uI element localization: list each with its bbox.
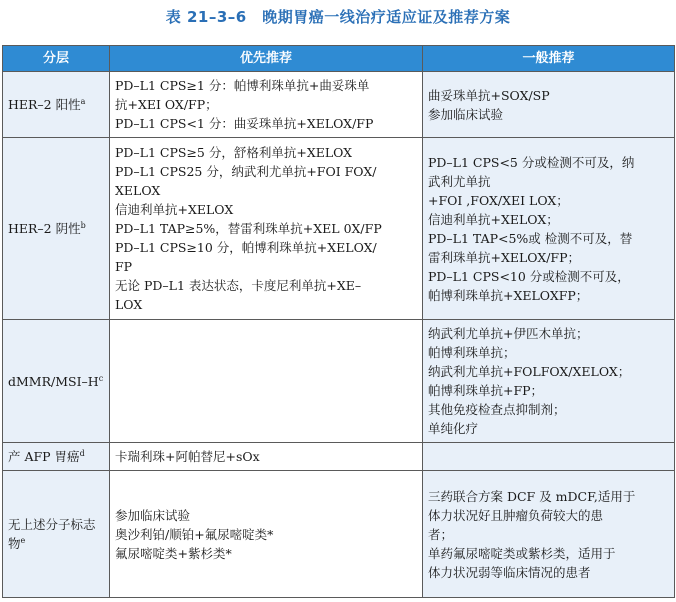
general-line: 参加临床试验 (428, 106, 504, 122)
preferred-line: PD–L1 CPS<1 分：曲妥珠单抗+XELOX/FP (115, 116, 374, 131)
table-row (3, 471, 675, 598)
layer-label: dMMR/MSI–H (8, 373, 99, 389)
recommendation-table (2, 45, 675, 598)
general-line: +FOI ,FOX/XEI LOX； (428, 192, 569, 208)
general-cell (423, 72, 675, 138)
general-line: 体力状况弱等临床情况的患者 (428, 564, 591, 580)
header-general: 一般推荐 (423, 46, 675, 72)
preferred-line: XELOX (115, 183, 161, 198)
preferred-line: PD–L1 CPS≥5 分，舒格利单抗+XELOX (115, 145, 353, 160)
general-line: PD–L1 CPS<10 分或检测不可及， (428, 268, 630, 284)
table-row (3, 72, 675, 138)
header-row (3, 46, 675, 72)
preferred-cell (110, 72, 423, 138)
table-row (3, 138, 675, 320)
preferred-line: PD–L1 CPS25 分，纳武利尤单抗+FOI FOX/ (115, 164, 377, 179)
general-line: 单纯化疗 (428, 421, 479, 436)
footnote-marker: a (80, 96, 86, 106)
general-line: 曲妥珠单抗+SOX/SP (428, 87, 550, 103)
footnote-marker: e (20, 535, 26, 545)
general-line: 帕博利珠单抗+FP； (428, 383, 544, 398)
general-cell (423, 138, 675, 320)
layer-cell (3, 443, 110, 471)
general-cell (423, 443, 675, 471)
general-line: 帕博利珠单抗+XELOXFP； (428, 287, 589, 303)
preferred-line: 奥沙利铂/顺铂+氟尿嘧啶类* (115, 526, 274, 542)
general-cell (423, 320, 675, 443)
preferred-line: PD–L1 CPS≥10 分，帕博利珠单抗+XELOX/ (115, 240, 377, 255)
general-line: 纳武利尤单抗+伊匹木单抗； (428, 326, 589, 341)
preferred-line: 抗+XEI OX/FP； (115, 97, 218, 112)
preferred-cell (110, 471, 423, 598)
table-caption: 表 21–3–6 晚期胃癌一线治疗适应证及推荐方案 (165, 8, 511, 26)
layer-cell (3, 138, 110, 320)
preferred-cell (110, 443, 423, 471)
preferred-line: 参加临床试验 (115, 507, 191, 523)
general-line: 单药氟尿嘧啶类或紫杉类，适用于 (428, 545, 616, 561)
preferred-cell (110, 138, 423, 320)
preferred-line: 无论 PD–L1 表达状态，卡度尼利单抗+XE– (115, 278, 362, 293)
footnote-marker: d (79, 448, 85, 458)
general-line: 体力状况好且肿瘤负荷较大的患 (428, 507, 604, 523)
preferred-line: 氟尿嘧啶类+紫杉类* (115, 545, 232, 561)
layer-label: 无上述分子标志物 (8, 517, 96, 551)
layer-cell (3, 471, 110, 598)
preferred-line: LOX (115, 297, 143, 312)
preferred-line: 信迪利单抗+XELOX (115, 202, 234, 217)
general-line: 帕博利珠单抗； (428, 345, 516, 360)
layer-label: HER–2 阴性 (8, 221, 81, 236)
general-line: 其他免疫检查点抑制剂； (428, 402, 566, 417)
table-row (3, 320, 675, 443)
layer-label: HER–2 阳性 (8, 97, 81, 112)
preferred-line: 卡瑞利珠+阿帕替尼+sOx (115, 449, 260, 464)
general-line: 雷利珠单抗+XELOX/FP； (428, 249, 581, 265)
header-preferred: 优先推荐 (110, 46, 423, 72)
layer-cell (3, 72, 110, 138)
general-line: 信迪利单抗+XELOX； (428, 211, 559, 227)
layer-cell (3, 320, 110, 443)
general-line: PD–L1 CPS<5 分或检测不可及，纳 (428, 154, 635, 170)
preferred-line: PD–L1 CPS≥1 分：帕博利珠单抗+曲妥珠单 (115, 78, 370, 93)
preferred-line: PD–L1 TAP≥5%，替雷利珠单抗+XEL 0X/FP (115, 221, 382, 236)
header-layer: 分层 (3, 46, 110, 72)
general-line: 者； (428, 526, 454, 542)
general-cell (423, 471, 675, 598)
preferred-cell (110, 320, 423, 443)
layer-label: 产 AFP 胃癌 (8, 449, 80, 464)
footnote-marker: b (80, 220, 86, 230)
footnote-marker: c (98, 373, 104, 383)
preferred-line: FP (115, 259, 133, 274)
general-line: 武利尤单抗 (428, 173, 491, 189)
table-row (3, 443, 675, 471)
general-line: 纳武利尤单抗+FOLFOX/XELOX； (428, 364, 631, 379)
general-line: PD–L1 TAP<5%或 检测不可及，替 (428, 230, 633, 246)
general-line: 三药联合方案 DCF 及 mDCF,适用于 (428, 488, 636, 504)
table-body (3, 72, 675, 598)
